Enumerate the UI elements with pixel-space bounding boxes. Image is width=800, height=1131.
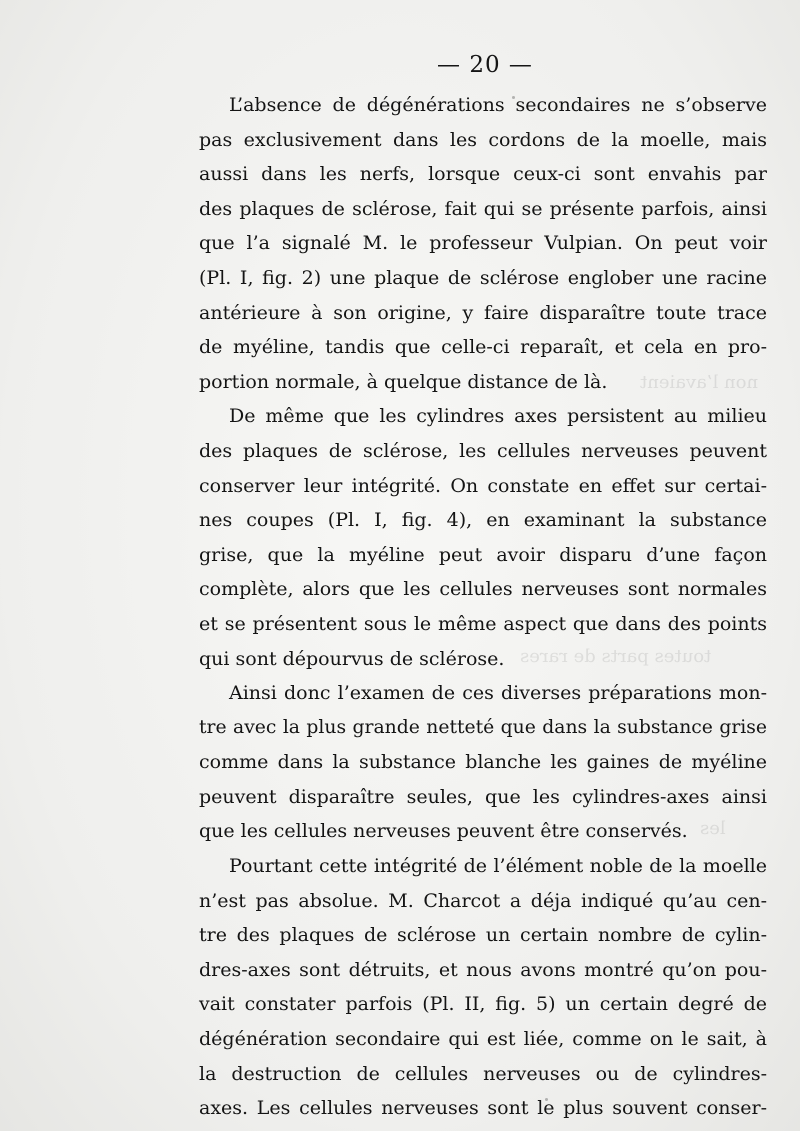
show-through-text: non l’avaient	[640, 372, 759, 393]
body-text	[199, 88, 767, 1126]
show-through-text: toutes parts de rares	[520, 646, 712, 667]
text-line: Pourtant cette intégrité de l’élément noble de la moelle	[229, 855, 767, 878]
text-line: antérieure à son origine, y faire disparaître toute trace	[199, 301, 767, 324]
text-line: De même que les cylindres axes persistent au milieu	[229, 405, 767, 428]
text-line: peuvent disparaître seules, que les cylindres-axes ainsi	[199, 785, 767, 808]
text-line: tre des plaques de sclérose un certain nombre de cylin-	[199, 924, 767, 947]
text-line: pas exclusivement dans les cordons de la moelle, mais	[199, 128, 767, 151]
text-line: des plaques de sclérose, les cellules nerveuses peuvent	[199, 439, 767, 462]
text-line: grise, que la myéline peut avoir disparu d’une façon	[199, 543, 767, 566]
text-line: la destruction de cellules nerveuses ou de cylindres-	[199, 1062, 767, 1085]
text-line: et se présentent sous le même aspect que dans des points	[199, 612, 767, 635]
text-line: dégénération secondaire qui est liée, comme on le sait, à	[199, 1028, 767, 1051]
text-line: axes. Les cellules nerveuses sont le plus souvent conser-	[199, 1097, 767, 1120]
text-line: portion normale, à quelque distance de là.	[199, 370, 608, 393]
text-line: de myéline, tandis que celle-ci reparaît, et cela en pro-	[199, 336, 767, 359]
show-through-text: les	[700, 818, 726, 839]
text-line: L’absence de dégénérations secondaires ne s’observe	[229, 94, 767, 116]
page-number: — 20 —	[437, 52, 533, 78]
text-line: qui sont dépourvus de sclérose.	[199, 647, 505, 670]
text-line: (Pl. I, fig. 2) une plaque de sclérose englober une racine	[199, 266, 767, 289]
text-line: aussi dans les nerfs, lorsque ceux-ci sont envahis par	[199, 163, 767, 186]
text-line: comme dans la substance blanche les gaines de myéline	[199, 751, 767, 774]
text-line: n’est pas absolue. M. Charcot a déja indiqué qu’au cen-	[199, 889, 767, 912]
text-line: que les cellules nerveuses peuvent être conservés.	[199, 820, 688, 843]
text-line: tre avec la plus grande netteté que dans la substance grise	[199, 716, 767, 738]
text-line: complète, alors que les cellules nerveuses sont normales	[199, 578, 767, 601]
text-line: conserver leur intégrité. On constate en effet sur certai-	[199, 474, 767, 497]
text-line: Ainsi donc l’examen de ces diverses préparations mon-	[229, 682, 767, 705]
text-line: que l’a signalé M. le professeur Vulpian. On peut voir	[199, 232, 767, 255]
text-line: dres-axes sont détruits, et nous avons montré qu’on pou-	[199, 958, 767, 981]
text-line: vait constater parfois (Pl. II, fig. 5) un certain degré de	[199, 993, 767, 1016]
text-line: nes coupes (Pl. I, fig. 4), en examinant la substance	[199, 509, 767, 532]
text-line: des plaques de sclérose, fait qui se présente parfois, ainsi	[199, 197, 767, 220]
